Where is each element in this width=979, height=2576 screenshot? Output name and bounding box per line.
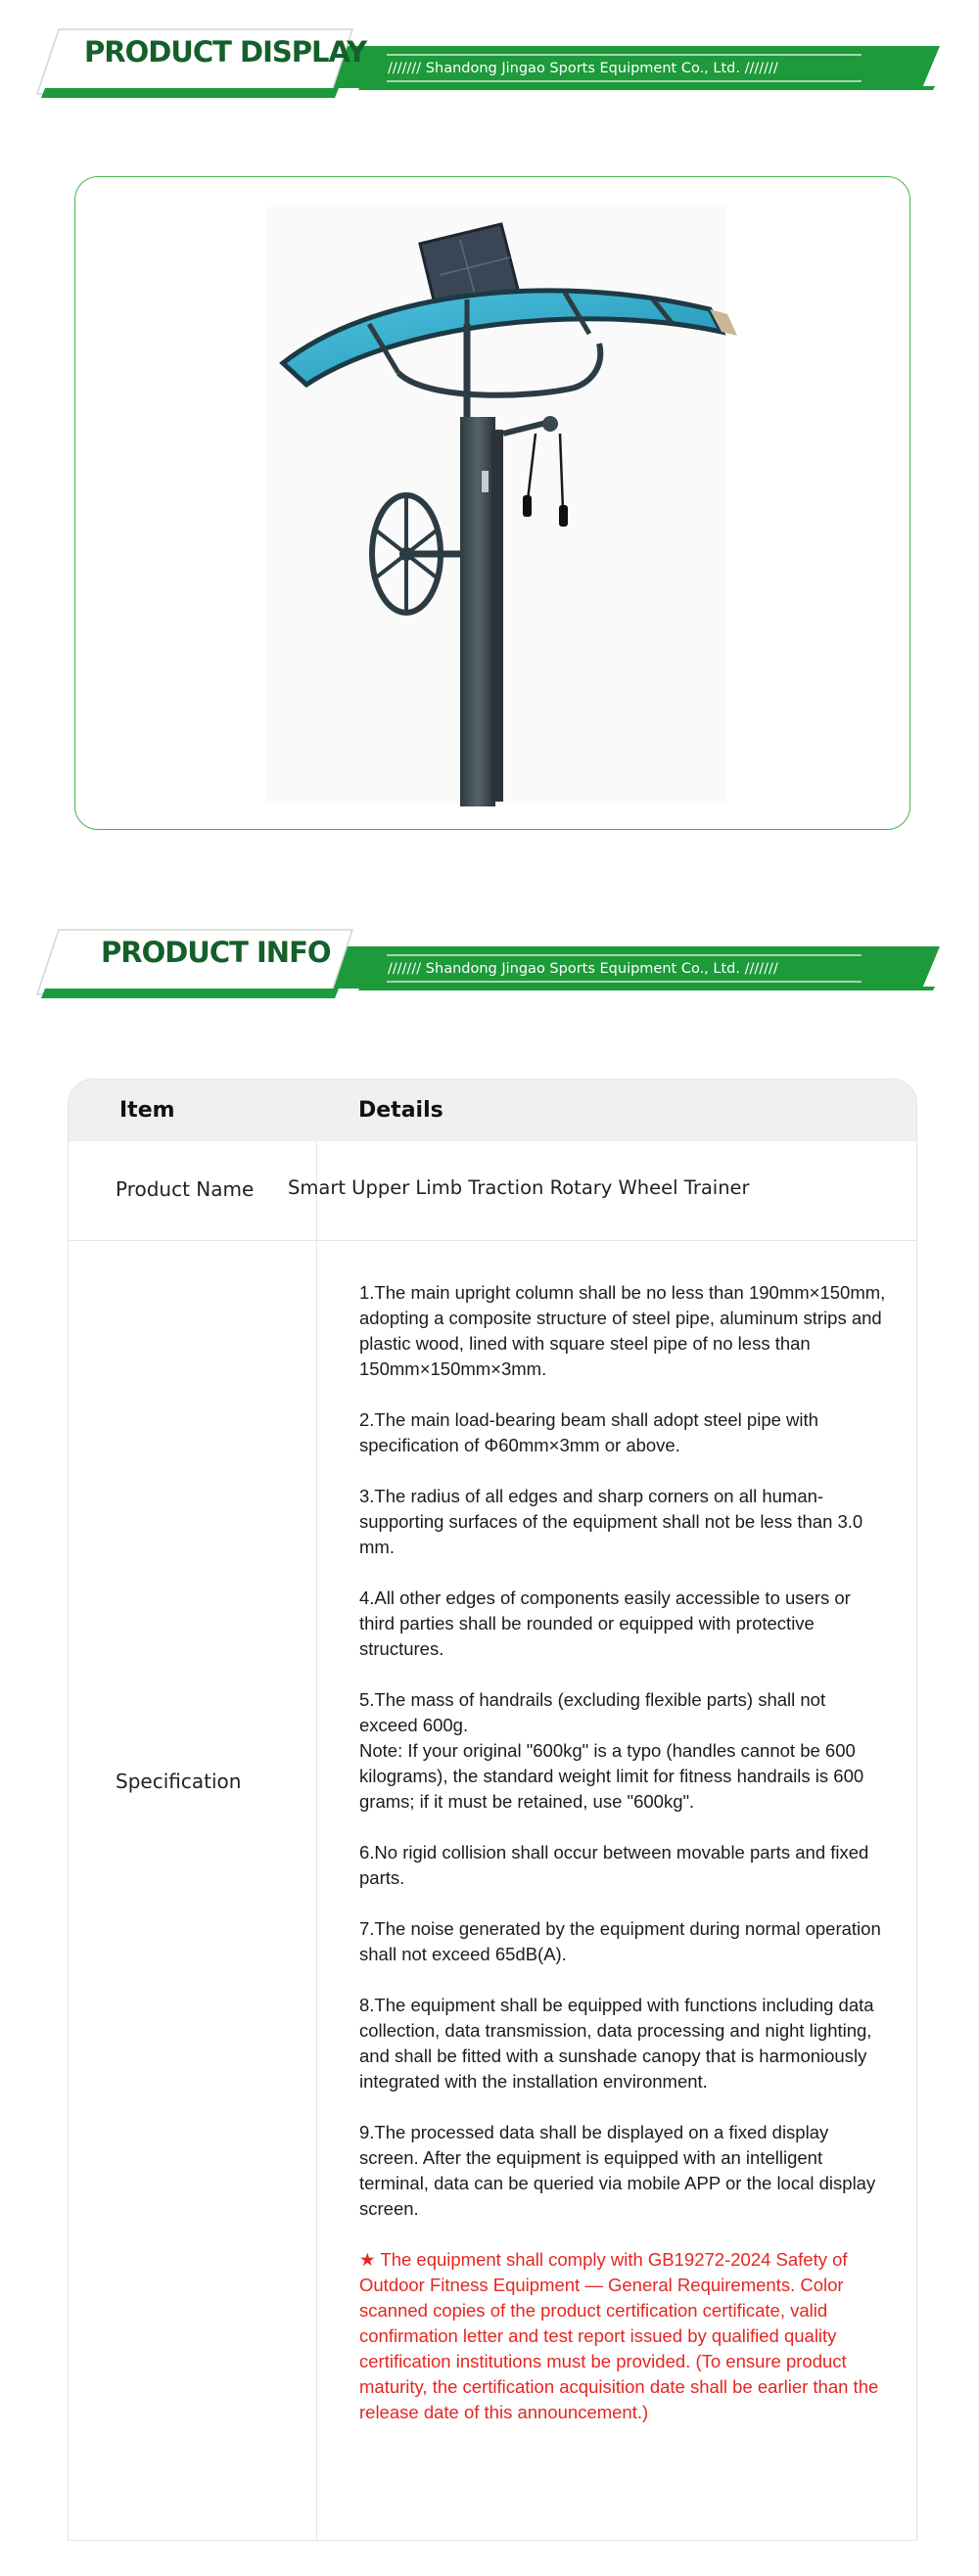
- spec-item: 6.No rigid collision shall occur between movable parts and fixed parts.: [359, 1842, 869, 1888]
- spec-item-text: 5.The mass of handrails (excluding flexible parts) shall not exceed 600g.: [359, 1689, 826, 1735]
- section-title: PRODUCT INFO: [101, 936, 331, 969]
- row-divider: [69, 1240, 916, 1241]
- chevron-down-icon[interactable]: [0, 27, 23, 51]
- chevron-down-icon[interactable]: [0, 928, 23, 951]
- product-display-header: [0, 27, 979, 106]
- company-subtitle: /////// Shandong Jingao Sports Equipment Co., Ltd. ///////: [388, 961, 778, 977]
- product-name-value: Smart Upper Limb Traction Rotary Wheel Trainer: [288, 1176, 750, 1199]
- spec-note: Note: If your original "600kg" is a typo (handles cannot be 600 kilograms), the standard weight limit for fitness handrails is 600 grams; if it must be retained, use "600kg".: [359, 1740, 864, 1812]
- outdoor-fitness-trainer-illustration: [75, 177, 911, 831]
- specification-label: Specification: [116, 1770, 242, 1793]
- product-name-label: Product Name: [116, 1177, 255, 1201]
- header-item: Item: [119, 1098, 175, 1123]
- spec-item: 7.The noise generated by the equipment during normal operation shall not exceed 65dB(A).: [359, 1918, 881, 1964]
- company-subtitle: /////// Shandong Jingao Sports Equipment Co., Ltd. ///////: [388, 61, 778, 76]
- product-info-header: [0, 928, 979, 1006]
- spec-item: 3.The radius of all edges and sharp corners on all human-supporting surfaces of the equipment shall not be less than 3.0 mm.: [359, 1486, 863, 1557]
- spec-item: 1.The main upright column shall be no less than 190mm×150mm, adopting a composite structure of steel pipe, aluminum strips and plastic wood, lined with square steel pipe of no less than 150mm×150mm×3mm.: [359, 1282, 886, 1379]
- section-title: PRODUCT DISPLAY: [84, 35, 367, 69]
- spec-item: [359, 1687, 888, 1815]
- spec-item: 8.The equipment shall be equipped with functions including data collection, data transmission, data processing and night lighting, and shall be fitted with a sunshade canopy that is harmoniously integrated with the installation environment.: [359, 1995, 874, 2092]
- spec-item: 2.The main load-bearing beam shall adopt steel pipe with specification of Φ60mm×3mm or above.: [359, 1409, 818, 1455]
- spec-item: 4.All other edges of components easily accessible to users or third parties shall be rounded or equipped with protective structures.: [359, 1587, 851, 1659]
- table-header: [69, 1080, 916, 1141]
- header-details: Details: [358, 1098, 443, 1123]
- specification-list: [359, 1280, 888, 2425]
- column-divider: [316, 1141, 317, 2541]
- spec-item: 9.The processed data shall be displayed on a fixed display screen. After the equipment is equipped with an intelligent terminal, data can be queried via mobile APP or the local display screen.: [359, 2122, 876, 2219]
- product-image-frame: [74, 176, 910, 830]
- certification-note: ★ The equipment shall comply with GB19272-2024 Safety of Outdoor Fitness Equipment — General Requirements. Color scanned copies of the product certification certificate, valid confirmation letter and test report issued by qualified quality certification institutions must be provided. (To ensure product maturity, the certification acquisition date shall be earlier than the release date of this announcement.): [359, 2249, 879, 2422]
